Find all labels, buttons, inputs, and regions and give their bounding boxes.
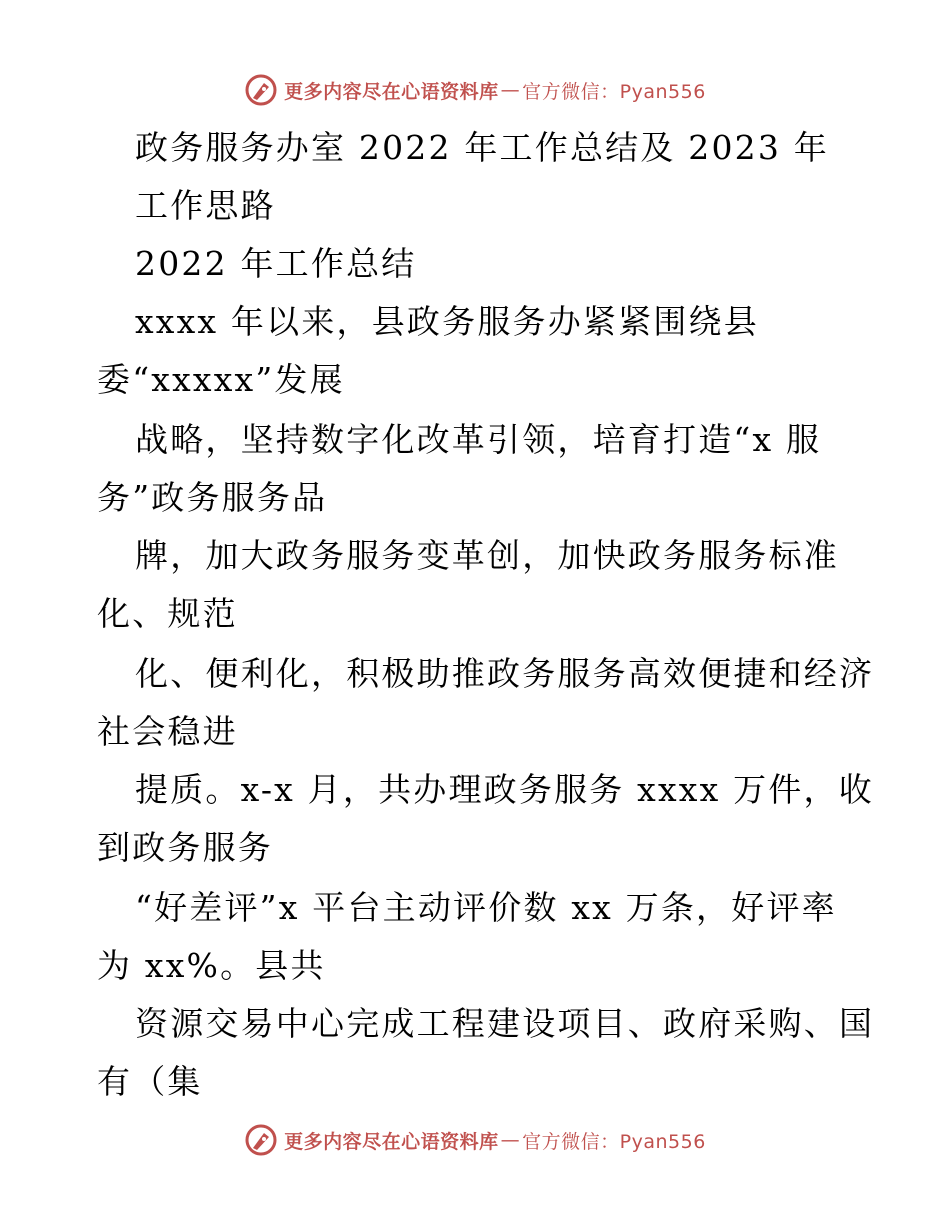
watermark-footer — [0, 1120, 950, 1160]
section-heading: 2022 年工作总结 — [135, 244, 417, 283]
watermark-site-text: 更多内容尽在心语资料库 — [284, 1130, 499, 1153]
watermark-separator: — — [500, 1129, 521, 1151]
watermark-separator: — — [500, 79, 521, 101]
body-line: 化、规范 — [97, 594, 238, 633]
body-line: 战略，坚持数字化改革引领，培育打造“x 服 — [135, 420, 822, 459]
body-line: 务”政务服务品 — [97, 478, 328, 517]
body-line: “好差评”x 平台主动评价数 xx 万条，好评率 — [135, 888, 837, 927]
body-line: xxxx 年以来，县政务服务办紧紧围绕县 — [135, 302, 759, 341]
body-line: 社会稳进 — [97, 712, 238, 751]
document-title-line-1: 政务服务办室 2022 年工作总结及 2023 年 — [135, 128, 829, 167]
body-line: 化、便利化，积极助推政务服务高效便捷和经济 — [135, 654, 875, 693]
body-line: 到政务服务 — [97, 828, 273, 867]
body-line: 有（集 — [97, 1062, 203, 1101]
watermark-wechat-text: 官方微信：Pyan556 — [522, 1130, 706, 1153]
pen-nib-logo — [244, 73, 278, 107]
pen-nib-logo — [244, 1123, 278, 1157]
document-title-line-2: 工作思路 — [135, 186, 276, 225]
body-line: 提质。x-x 月，共办理政务服务 xxxx 万件，收 — [135, 770, 874, 809]
body-line: 资源交易中心完成工程建设项目、政府采购、国 — [135, 1004, 875, 1043]
watermark-site-text: 更多内容尽在心语资料库 — [284, 80, 499, 103]
watermark-wechat-text: 官方微信：Pyan556 — [522, 80, 706, 103]
body-line: 牌，加大政务服务变革创，加快政务服务标准 — [135, 536, 839, 575]
watermark-header — [0, 70, 950, 110]
body-line: 为 xx%。县共 — [97, 946, 326, 985]
body-line: 委“xxxxx”发展 — [97, 360, 345, 399]
